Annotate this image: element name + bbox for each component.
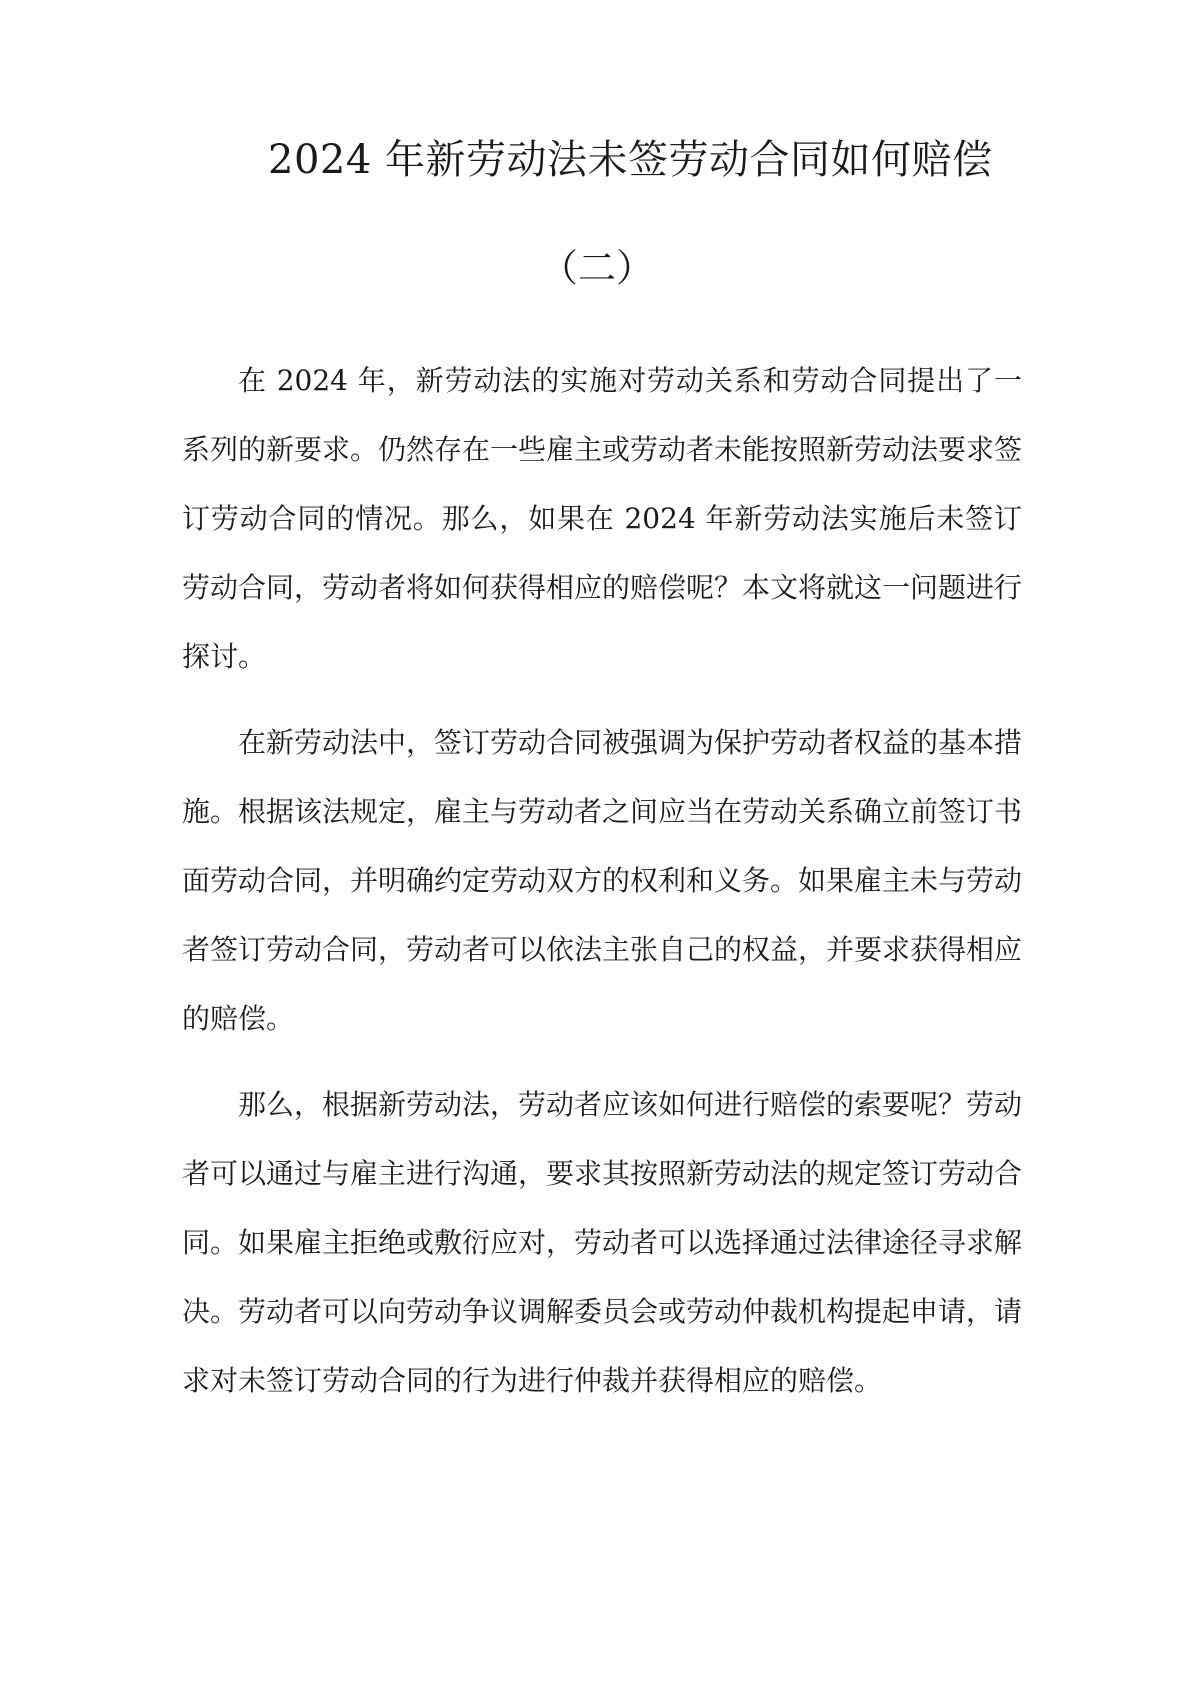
paragraph-1: 在 2024 年，新劳动法的实施对劳动关系和劳动合同提出了一系列的新要求。仍然存在一些雇主或劳动者未能按照新劳动法要求签订劳动合同的情况。那么，如果在 2024 年新劳动法实施后未签订劳动合同，劳动者将如何获得相应的赔偿呢？本文将就这一问题进行探讨。 (182, 364, 1023, 673)
document-title: 2024 年新劳动法未签劳动合同如何赔偿 (268, 137, 993, 183)
paragraph-2: 在新劳动法中，签订劳动合同被强调为保护劳动者权益的基本措施。根据该法规定，雇主与劳动者之间应当在劳动关系确立前签订书面劳动合同，并明确约定劳动双方的权利和义务。如果雇主未与劳动者签订劳动合同，劳动者可以依法主张自己的权益，并要求获得相应的赔偿。 (182, 726, 1023, 1035)
paragraph-3: 那么，根据新劳动法，劳动者应该如何进行赔偿的索要呢？劳动者可以通过与雇主进行沟通，要求其按照新劳动法的规定签订劳动合同。如果雇主拒绝或敷衍应对，劳动者可以选择通过法律途径寻求解决。劳动者可以向劳动争议调解委员会或劳动仲裁机构提起申请，请求对未签订劳动合同的行为进行仲裁并获得相应的赔偿。 (182, 1088, 1023, 1397)
document-subtitle: （二） (540, 246, 655, 290)
